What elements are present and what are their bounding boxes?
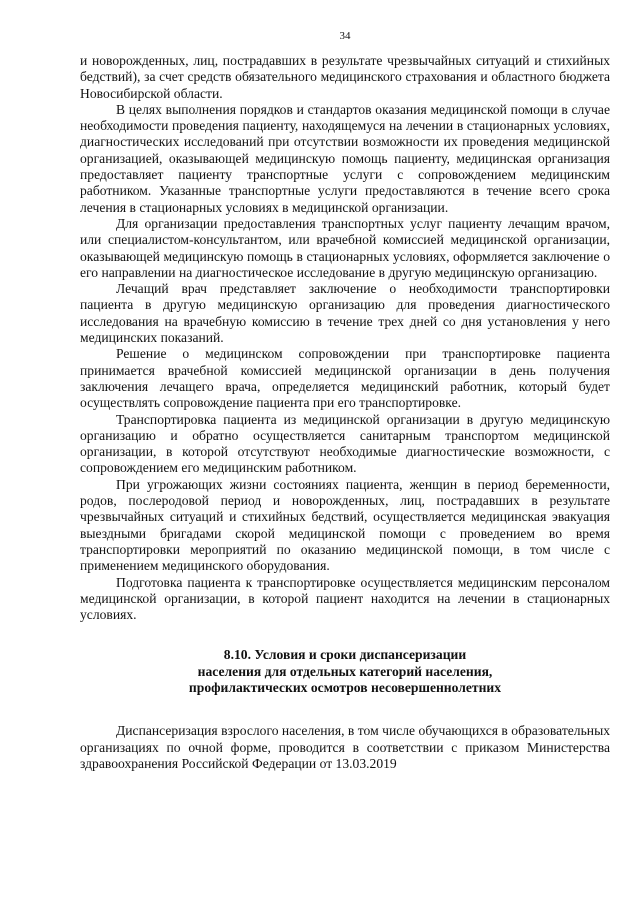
paragraph-organization-conclusion: Для организации предоставления транспортных услуг пациенту лечащим врачом, или специалистом-консультантом, или врачебной комиссией медицинской организации, оказывающей медицинскую помощь в стационарных условиях, оформляется заключение о его направлении на диагностическое исследование в другую медицинскую организацию.	[80, 215, 610, 280]
paragraph-medical-evacuation: При угрожающих жизни состояниях пациента, женщин в период беременности, родов, послеродовой период и новорожденных, лиц, пострадавших в результате чрезвычайных ситуаций и стихийных бедствий, осуществляется медицинская эвакуация выездными бригадами скорой медицинской помощи с проведением во время транспортировки мероприятий по оказанию медицинской помощи, в том числе с применением медицинского оборудования.	[80, 476, 610, 574]
section-heading-line-2: населения для отдельных категорий населения,	[197, 663, 493, 679]
paragraph-medical-escort-decision: Решение о медицинском сопровождении при транспортировке пациента принимается врачебной комиссией медицинской организации в день получения заключения лечащего врача, определяется медицинский работник, который будет осуществлять сопровождение пациента при его транспортировке.	[80, 346, 610, 411]
paragraph-continuation: и новорожденных, лиц, пострадавших в результате чрезвычайных ситуаций и стихийных бедствий), за счет средств обязательного медицинского страхования и областного бюджета Новосибирской области.	[80, 53, 610, 101]
section-heading	[80, 647, 610, 696]
paragraph-dispensary-adults: Диспансеризация взрослого населения, в том числе обучающихся в образовательных организациях по очной форме, проводится в соответствии с приказом Министерства здравоохранения Российской Федерации от 13.03.2019	[80, 723, 610, 771]
paragraph-patient-preparation: Подготовка пациента к транспортировке осуществляется медицинским персоналом медицинской организации, в которой пациент находится на лечении в стационарных условиях.	[80, 574, 610, 623]
paragraph-attending-doctor: Лечащий врач представляет заключение о необходимости транспортировки пациента в другую медицинскую организацию для проведения диагностического исследования на врачебную комиссию в течение трех дней со дня установления у него медицинских показаний.	[80, 281, 610, 346]
page-number: 34	[339, 30, 351, 42]
paragraph-sanitary-transport: Транспортировка пациента из медицинской организации в другую медицинскую организацию и обратно осуществляется санитарным транспортом медицинской организации, в которой отсутствуют необходимые диагностические возможности, с сопровождением его медицинским работником.	[80, 411, 610, 476]
paragraph-transport-services: В целях выполнения порядков и стандартов оказания медицинской помощи в случае необходимости проведения пациенту, находящемуся на лечении в стационарных условиях, диагностических исследований при отсутствии возможности их проведения медицинской организацией, оказывающей медицинскую помощь пациенту, медицинская организация предоставляет пациенту транспортные услуги с сопровождением медицинским работником. Указанные транспортные услуги предоставляются в течение всего срока лечения в стационарных условиях в медицинской организации.	[80, 101, 610, 215]
section-heading-line-3: профилактических осмотров несовершеннолетних	[188, 679, 502, 695]
section-heading-line-1: 8.10. Условия и сроки диспансеризации	[223, 647, 467, 663]
